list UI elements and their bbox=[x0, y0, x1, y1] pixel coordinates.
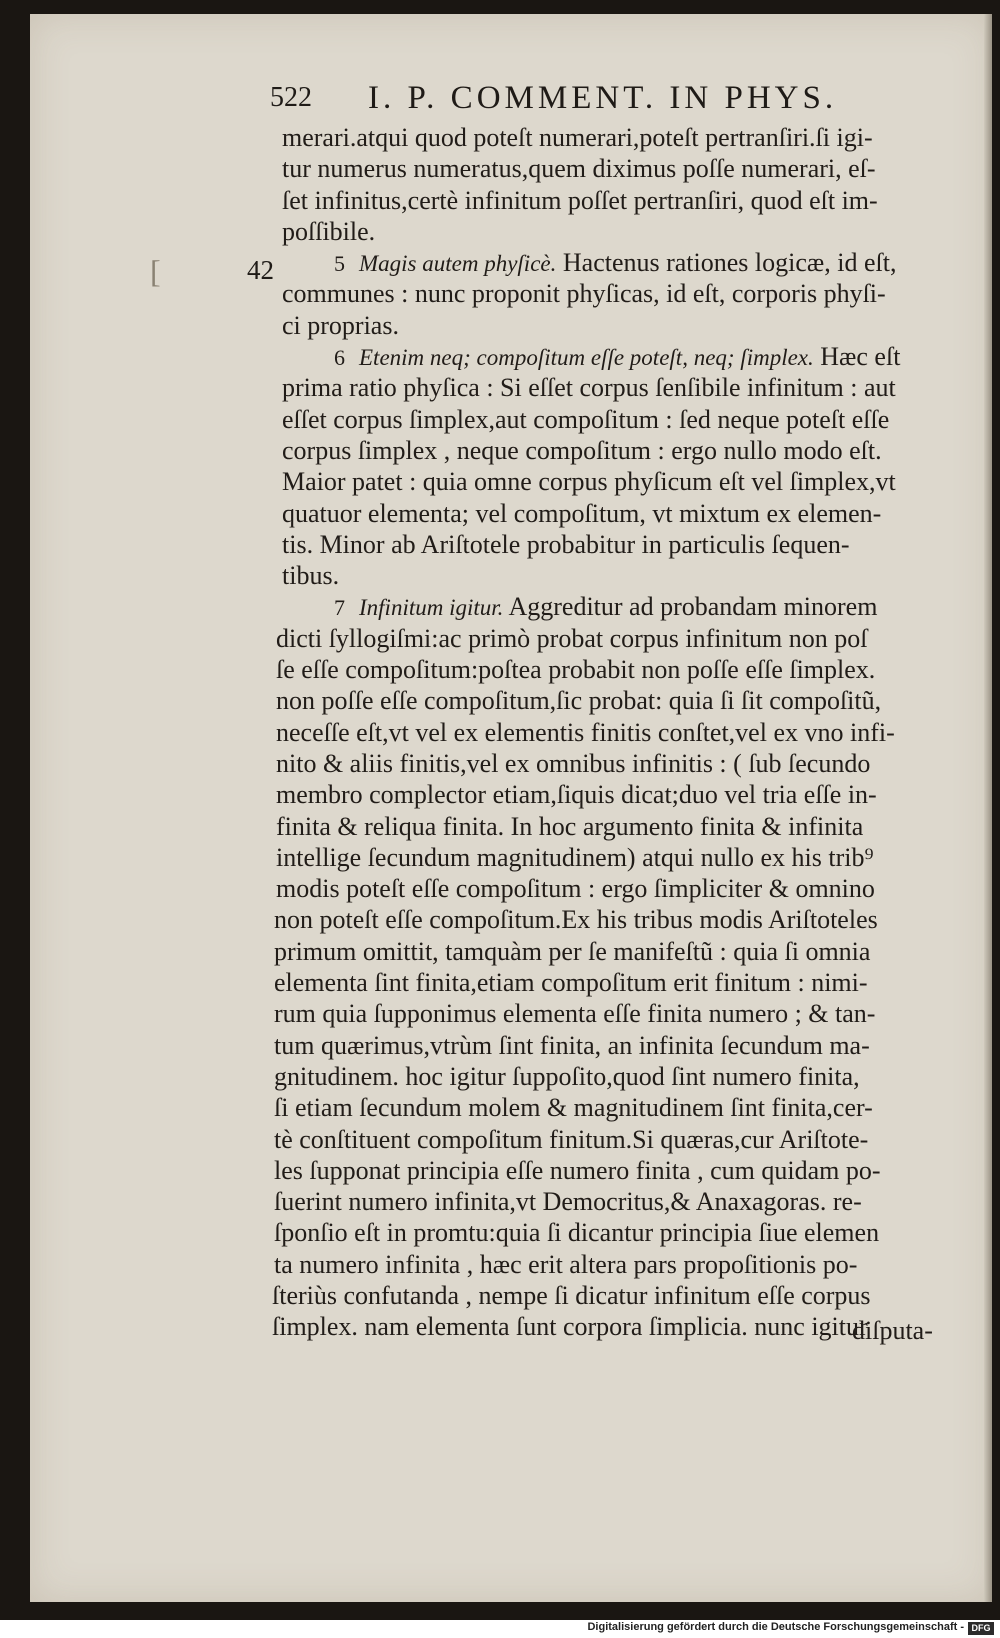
text-line bbox=[282, 560, 962, 591]
text-line bbox=[274, 1186, 962, 1217]
line-text: eſſet corpus ſimplex,aut compoſitum : ſed neque poteſt eſſe bbox=[282, 404, 890, 434]
line-text: ſteriùs confutanda , nempe ſi dicatur infinitum eſſe corpus bbox=[272, 1280, 871, 1310]
text-line bbox=[274, 1092, 962, 1123]
text-line bbox=[276, 717, 962, 748]
line-text: non poſſe eſſe compoſitum,ſic probat: quia ſi ſit compoſitũ, bbox=[276, 686, 882, 716]
text-line bbox=[274, 936, 962, 967]
text-line bbox=[274, 967, 962, 998]
line-text: finita & reliqua finita. In hoc argumento finita & infinita bbox=[276, 811, 864, 841]
body-text bbox=[272, 122, 962, 1343]
text-line bbox=[274, 1124, 962, 1155]
line-text: quatuor elementa; vel compoſitum, vt mixtum ex elemen- bbox=[282, 498, 882, 528]
text-line bbox=[274, 1249, 962, 1280]
line-text: non poteſt eſſe compoſitum.Ex his tribus modis Ariſtoteles bbox=[274, 905, 878, 935]
line-text: Hactenus rationes logicæ, id eſt, bbox=[556, 248, 897, 278]
line-text: tur numerus numeratus,quem diximus poſſe numerari, eſ- bbox=[282, 154, 876, 184]
page-edge bbox=[984, 14, 992, 1602]
margin-bracket-mark: [ bbox=[150, 253, 161, 289]
line-text: rum quia ſupponimus elementa eſſe finita numero ; & tan- bbox=[274, 999, 876, 1029]
line-text: ſponſio eſt in promtu:quia ſi dicantur principia ſiue elemen bbox=[274, 1218, 880, 1248]
text-line bbox=[282, 498, 962, 529]
text-line bbox=[282, 153, 962, 184]
text-line bbox=[282, 591, 962, 622]
catchword: diſputa- bbox=[852, 1316, 933, 1345]
lemma: Infinitum igitur. bbox=[359, 595, 504, 621]
line-text: Hæc eſt bbox=[813, 342, 901, 372]
text-line bbox=[274, 1061, 962, 1092]
text-line bbox=[276, 873, 962, 904]
text-line bbox=[282, 341, 962, 372]
line-text: neceſſe eſt,vt vel ex elementis finitis conſtet,vel ex vno infi- bbox=[276, 717, 895, 747]
line-text: tè conſtituent compoſitum finitum.Si quæras,cur Ariſtote- bbox=[274, 1124, 869, 1154]
line-text: Aggreditur ad probandam minorem bbox=[503, 592, 878, 622]
line-text: ſimplex. nam elementa ſunt corpora ſimplicia. nunc igitur bbox=[272, 1312, 868, 1342]
line-text: corpus ſimplex , neque compoſitum : ergo nullo modo eſt. bbox=[282, 435, 882, 465]
text-line bbox=[272, 1280, 962, 1311]
line-text: tis. Minor ab Ariſtotele probabitur in particulis ſequen- bbox=[282, 529, 850, 559]
line-text: ſi etiam ſecundum molem & magnitudinem ſint finita,cer- bbox=[274, 1093, 873, 1123]
line-text: elementa ſint finita,etiam compoſitum erit finitum : nimi- bbox=[274, 968, 868, 998]
text-line bbox=[276, 748, 962, 779]
footer-credit: Digitalisierung gefördert durch die Deutsche Forschungsgemeinschaft - bbox=[587, 1621, 964, 1633]
line-text: ſe eſſe compoſitum:poſtea probabit non poſſe eſſe ſimplex. bbox=[276, 655, 876, 685]
line-text: ci proprias. bbox=[282, 310, 399, 340]
text-line bbox=[276, 654, 962, 685]
lemma: Magis autem phyſicè. bbox=[359, 251, 557, 277]
paragraph-number: 7 bbox=[334, 595, 345, 621]
line-text: modis poteſt eſſe compoſitum : ergo ſimpliciter & omnino bbox=[276, 874, 875, 904]
running-head: I. P. COMMENT. IN PHYS. bbox=[368, 80, 838, 116]
text-line bbox=[276, 685, 962, 716]
text-line bbox=[282, 435, 962, 466]
text-line bbox=[274, 1217, 962, 1248]
text-line bbox=[282, 529, 962, 560]
text-line bbox=[282, 372, 962, 403]
page-header bbox=[270, 82, 910, 118]
page-number: 522 bbox=[270, 82, 312, 113]
line-text: poſſibile. bbox=[282, 216, 376, 246]
line-text: membro complector etiam,ſiquis dicat;duo vel tria eſſe in- bbox=[276, 780, 877, 810]
line-text: dicti ſyllogiſmi:ac primò probat corpus infinitum non poſ bbox=[276, 623, 868, 653]
text-line bbox=[274, 998, 962, 1029]
text-line bbox=[282, 122, 962, 153]
line-text: tibus. bbox=[282, 561, 340, 591]
text-line bbox=[274, 1155, 962, 1186]
dfg-logo-icon: DFG bbox=[968, 1622, 994, 1635]
line-text: Maior patet : quia omne corpus phyſicum eſt vel ſimplex,vt bbox=[282, 467, 896, 497]
margin-number: 42 bbox=[247, 255, 274, 285]
text-line bbox=[276, 842, 962, 873]
line-text: primum omittit, tamquàm per ſe manifeſtũ : quia ſi omnia bbox=[274, 936, 871, 966]
text-line bbox=[282, 466, 962, 497]
paragraph-number: 6 bbox=[334, 345, 345, 371]
line-text: prima ratio phyſica : Si eſſet corpus ſenſibile infinitum : aut bbox=[282, 373, 896, 403]
line-text: ſet infinitus,certè infinitum poſſet pertranſiri, quod eſt im- bbox=[282, 185, 878, 215]
text-line bbox=[276, 811, 962, 842]
line-text: merari.atqui quod poteſt numerari,poteſt pertranſiri.ſi igi- bbox=[282, 123, 873, 152]
text-line bbox=[282, 216, 962, 247]
text-line bbox=[274, 1030, 962, 1061]
line-text: gnitudinem. hoc igitur ſuppoſito,quod ſint numero finita, bbox=[274, 1061, 860, 1091]
text-line bbox=[282, 185, 962, 216]
footer-bar bbox=[0, 1620, 1000, 1638]
text-line bbox=[276, 623, 962, 654]
line-text: tum quærimus,vtrùm ſint finita, an infinita ſecundum ma- bbox=[274, 1030, 870, 1060]
paragraph-number: 5 bbox=[334, 251, 345, 277]
text-line bbox=[282, 404, 962, 435]
line-text: communes : nunc proponit phyſicas, id eſt, corporis phyſi- bbox=[282, 279, 886, 309]
text-line bbox=[282, 247, 962, 278]
line-text: ta numero infinita , hæc erit altera pars propoſitionis po- bbox=[274, 1249, 858, 1279]
line-text: nito & aliis finitis,vel ex omnibus infinitis : ( ſub ſecundo bbox=[276, 748, 871, 778]
text-line bbox=[276, 779, 962, 810]
text-line bbox=[282, 310, 962, 341]
text-line bbox=[282, 278, 962, 309]
line-text: les ſupponat principia eſſe numero finita , cum quidam po- bbox=[274, 1155, 881, 1185]
lemma: Etenim neq; compoſitum eſſe poteſt, neq; ſimplex. bbox=[359, 345, 814, 371]
line-text: ſuerint numero infinita,vt Democritus,& Anaxagoras. re- bbox=[274, 1187, 862, 1217]
line-text: intellige ſecundum magnitudinem) atqui nullo ex his trib⁹ bbox=[276, 842, 874, 872]
text-line bbox=[274, 904, 962, 935]
